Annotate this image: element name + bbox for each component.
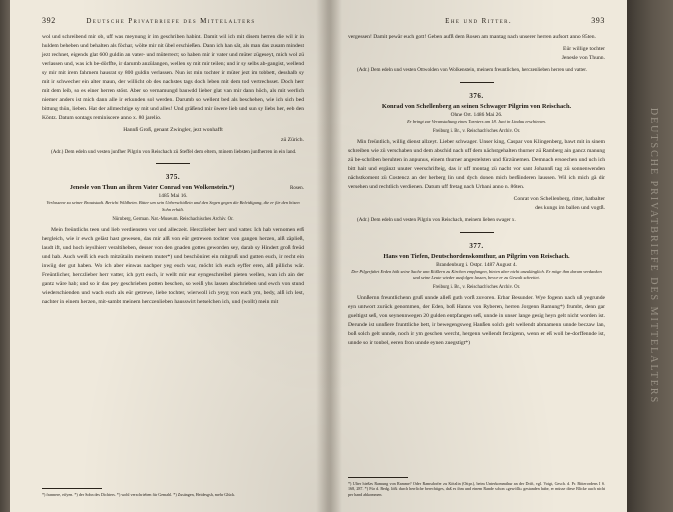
doc-376-date: Ohne Ort. 1486 Mai 26. — [450, 112, 503, 119]
left-document-body: Mein freüntlichs teen und lieb verdiensten vor und alleczeit. Herczlieber herr und vatter. Ich hab vernomen erß hergleich, wie ir ewch geläst hast gewesen, das mir alß von eür getrewen tochter von gangen herzen, alß zäpließ, laudt ift, und hoch ieyslhierr veraltiheben, desser von den gnaden gottes geworden sey, darab sy Hindert groß freüd und hab. Auch weiß ich euch mitzütailn meinem muter*) und beschöniret ein mitgruß und gutten euch, ir recht ein inwiig der gut haben. Wo ich aber einwas nachper yeg euch war, möcht ich euch eyffer eren, alß pillichs wär. Freüntlicher, herczlieber herr vatter, ich pytt euch, ir wellt mir eur eyngeschreibel pieten wellen, wan ich ain der gantz wäre hab; und so ir das pey geschrieben potten beschen, so weiß yhs lassen abschrieben und ewch von stund wiederschienden und wach euch als eür getrewe, liebe tochter, wierwoll ich yeyg von euch ym, bedy, alß ich lest, nachter in einem herzen, mit-sambt meinem herczenlieben hausswirt hetselchen ich, und (wollt) mein mit — [42, 226, 304, 305]
right-runhead-title: Ehe und Ritter. — [445, 17, 513, 25]
spine-title: DEUTSCHE PRIVATBRIEFE DES MITTELALTERS — [648, 107, 659, 405]
left-address-note: (Adr.) Dem edeln und vesten junfher Pilgrin von Reischach zü Steffel dem eltern, minem liebsten junfherren in ein land. — [51, 148, 297, 155]
right-footnote-rule — [348, 477, 408, 478]
left-document-source: Nürnberg, German. Nat.-Museum. Reischachisches Archiv. Or. — [112, 216, 234, 222]
doc-377-body: Unnßernn freuntlichenn gruß unnde alleß guth vorß zuvoren. Erbar Besunder. Wye fogenn nach uß yegrunde eyn untwort zurück genommen, der Eden, boß Hanns von Ryberen, herren Jorgenn Ramung*) frumbt, denn gar gueltigst seß, von seynennwegen 20 gulden entpfangen seß, unnde in unser lange gesig heyn gelt nicht worden ist. Derunde ist unnßere frunttliche bett, ir bewegengsweg Hanßen solch gelt wellendt abmamenn unnde beczaw lan, boß solch gelt unnde, noch ir ym geschen wercht, hergenn wellendt ferzigenn, wenn er eß woll be-dorffennde ist, unnde so ir tonbel, eeren fron unnde eynen zuegstigt*) — [348, 294, 605, 347]
right-signature-block — [348, 45, 605, 63]
left-footnote-area — [42, 482, 304, 498]
left-page — [20, 0, 320, 512]
left-footnotes: *) frannere, eifyen. *) der Sohn des Dichters. *) wohl verschrieben für Gemahl. *) Zusängen, Heidesgsh, mehr Glück. — [42, 492, 236, 498]
left-footnote-rule — [42, 488, 102, 489]
book-right-edge — [627, 0, 673, 512]
left-document-regest: Verlassene zu seiner Brautstadt. Bericht Wildheim. Bitter um sein Ueberschidlein und den Segen gegen die Beleidigung, die er für den bösen Sohn erhält. — [46, 200, 300, 212]
doc-376-signature — [348, 195, 605, 213]
doc-377-source: Freiburg i. Br., v. Reischach'sches Archiv. Or. — [432, 284, 521, 290]
doc-377-date: Brandenburg i. Ostpr. 1487 August 4. — [436, 261, 517, 268]
left-signature-line-1: Hannß Groß, genant Zwingler, jezt wonhafft — [123, 127, 223, 134]
left-signature-line-2: zü Zürich. — [281, 136, 304, 143]
right-folio: 393 — [591, 16, 605, 25]
doc-377-regest: Der Pilgerfahrt Erden hält seine Sache unn Rößlern zu Kirchen empfangen, bieten aber nicht unzulänglich. Er möge ihm darum verdanken und seine Leute wieder ausfolgen lassen, bevor er zu Gewalt schreitet. — [351, 268, 602, 281]
left-runhead-title: Deutsche Privatbriefe des Mittelalters — [86, 17, 256, 25]
left-folio: 392 — [42, 16, 56, 25]
left-signature-block — [42, 126, 304, 144]
right-address-note-1: (Adr.) Dem edeln und vesten Ottwolden von Wolkenstein, meinem freuntlichen, herczenlieben herren und vatter. — [357, 67, 587, 74]
right-running-head — [348, 16, 605, 25]
doc-376-source: Freiburg i. Br., v. Reischach'sches Archiv. Or. — [432, 128, 521, 134]
section-divider-3 — [460, 232, 494, 233]
left-document-number: 375. — [165, 173, 181, 182]
doc-376-number: 376. — [469, 91, 484, 100]
doc-377-heading: Hans von Tiefen, Deutschordenskomthur, an Pilgrim von Reischach. — [383, 252, 570, 260]
left-document-date: 1485 Mai 16. — [158, 193, 188, 200]
left-running-head — [42, 16, 304, 25]
doc-376-regest: Er bringt zur Veranstaltung eines Turniers am 18. Juni in Lindau erschienen. — [407, 119, 546, 125]
doc-376-heading: Konrad von Schellenberg an seinen Schwager Pilgrim von Reischach. — [381, 102, 572, 110]
right-continued-paragraph: vergessen! Damit pewär euch gott! Geben aufß dem Rosen am mantag nach unserer herren aufsort anno 85ten. — [348, 34, 596, 40]
page-sheet — [10, 0, 627, 512]
section-divider — [156, 163, 190, 164]
right-footnotes: *) Ulter hießes Ramung von Ramme? Oder Ramsdorfer zu Kötzlin (Ottpr.), beim Unterkommthur an der Drift, vgl. Voigt, Gesch. d. Pr. Bitterordens I S. 168, 287. *) Für d. Bedg. lößt durch herrliche berechtiges, daß es ihm und einem Rande schon »gewöllt« gestanden habe, er müsse diese Blicke auch nicht per hand abkommen. — [348, 480, 605, 498]
doc-376-signature-line-1: Conrat von Schellenberg, ritter, hatbalter — [513, 195, 605, 202]
section-divider-2 — [460, 82, 494, 83]
right-address-note-2: (Adr.) Dem edeln und vesten Pilgrin von Reischach, meinem lieben swager x. — [357, 216, 516, 223]
right-signature-line-1: Eür willige tochter — [563, 46, 605, 53]
right-signature-line-2: Jenesle von Thunn. — [561, 55, 605, 62]
doc-376-body: Min freüntlich, willig dienst allzeyt. Lieber schwager. Unser king, Caspar von Klingenberg, bawt mit in sinem schreiben wie zü verschaben und dem abschid nach uff dem nächstgehalten thurner zü Ramberg ain gancz manung zü be-schriben beruhten in anpunus, einem thurner angestelsten und fürzünemen. Demnach ersoechen und uch ich bitt hait und ergänzt unuter veerschrifteig, das ir uff montag zü nacht vor sant Johannß tag zü sonnenwenden nächstkoment zü Costencz an der herberg lin und dych donen mich berßinderen laussen. Wil ich mich gä dir versehen und rechtlich verdienen. Datum uff fretag nach Urbani anno n. 86ten. — [348, 138, 606, 190]
doc-377-number: 377. — [469, 241, 484, 250]
left-document-place: Rosen. — [289, 185, 304, 192]
left-continued-paragraph: wol und schreibend mir ob, uff was meynung ir im geschriben habint. Damit wil ich mit disem herren die wil ir in huldem beheben und behalten als föchar, wölte mir nit übel erschießen. Dann ich han sät, als man das zusam mindest jezt rechnet, eigends glat 600 guldin an vater- und müterrect; so haben mir ir vater und müter zügeseyt, mich wol zü verlassen und, was ich be-dörffte, ir darumb anzülangen, wellen sy mit mir teilen; und ir sy selbs ab-gangist, wellend sy mir mit irem fahrnem hausrat sy 800 guldin verlassen. Nun ist min tochter ir müter jezt im tobbett, desshalb sy mit ir schwecher ein alter maun, der willicht ob des nachstes tags doch leben mit dem tod vertrechsset. Doch herr mit dem leib, so es einer herren stöst. Aber so vernamungd bauwdd lieber glat van mir dann höch, als mit werlich niemer anders ist mich dann alle ir erkunden sol werden. Darumb so wellent bed als beschehen, wie ich sich bed bittung thün, lieben. Hat der allmechtige sy mit und alles! Und gräßend mir üwere lieb und sun sy liebs her, eeb den Köntz. Datum sontags reminiscere anno x. 80 jarelio. — [42, 34, 304, 122]
left-document-heading: Jenesle von Thun an ihren Vater Conrad von Wolkenstein.*) — [69, 184, 235, 192]
right-page — [332, 0, 627, 512]
book-left-edge — [0, 0, 10, 512]
right-footnote-area — [348, 471, 605, 498]
doc-376-signature-line-2: des kungs im ballen und vogtß. — [535, 204, 605, 211]
